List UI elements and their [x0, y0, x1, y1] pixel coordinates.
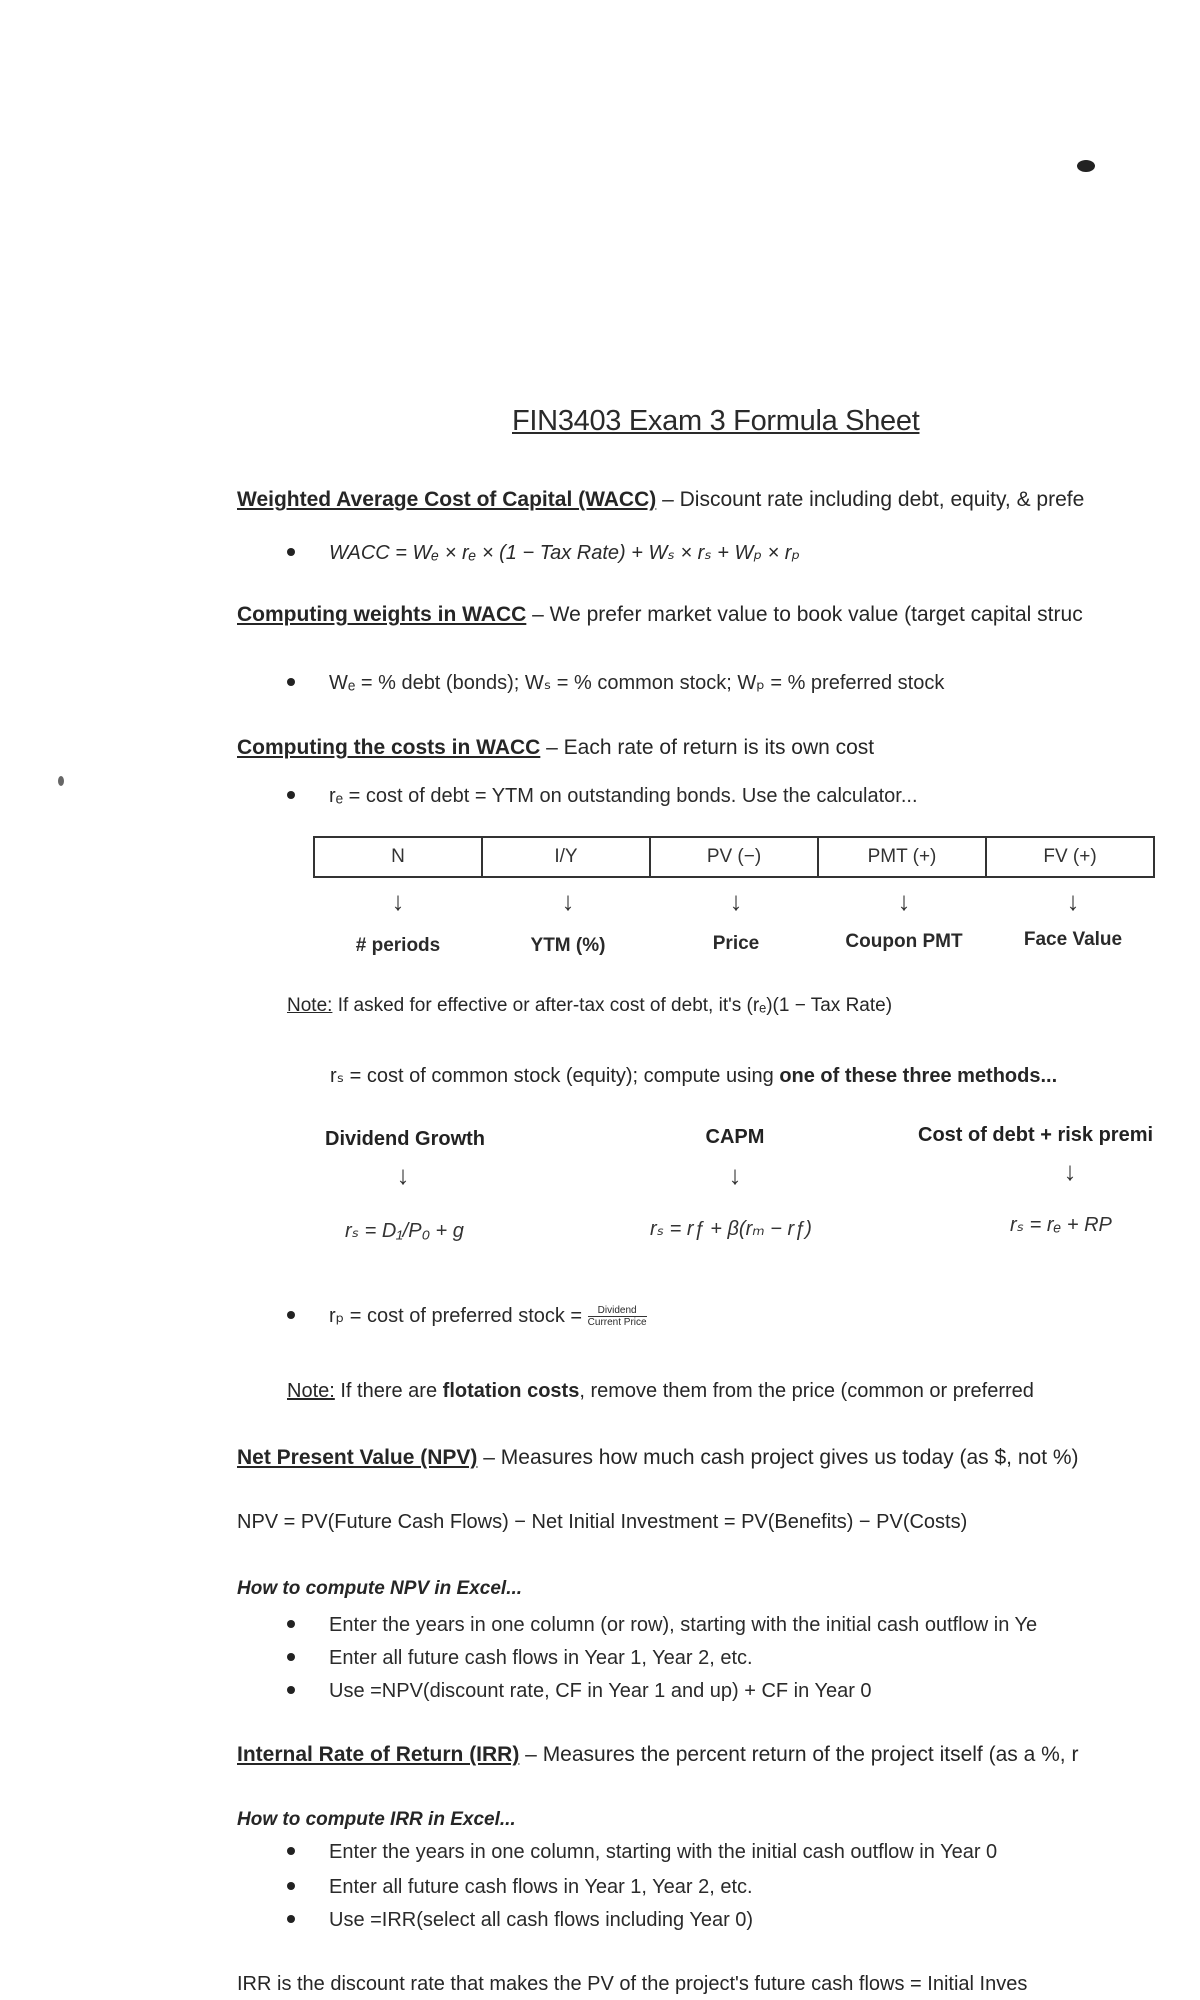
- preferred-fraction: [588, 1305, 647, 1328]
- note-label: Note:: [287, 1380, 335, 1402]
- note-flotation-post: , remove them from the price (common or preferred: [579, 1380, 1034, 1402]
- down-arrow-icon: ↓: [728, 1160, 742, 1190]
- bullet-icon: [287, 548, 295, 556]
- fraction-numerator: Dividend: [588, 1305, 647, 1317]
- key-pv: PV (−): [650, 837, 818, 877]
- bullet-icon: [287, 1686, 295, 1694]
- down-arrow-icon: ↓: [729, 886, 743, 916]
- bullet-icon: [287, 1620, 295, 1628]
- page-title: FIN3403 Exam 3 Formula Sheet: [512, 405, 920, 437]
- method-dividend-growth: Dividend Growth: [325, 1128, 485, 1150]
- ink-smudge: [1077, 160, 1095, 172]
- bullet-icon: [287, 1653, 295, 1661]
- note-flotation-pre: If there are: [334, 1380, 443, 1402]
- costs-heading: Computing the costs in WACC: [237, 736, 541, 759]
- npv-heading: Net Present Value (NPV): [237, 1446, 478, 1469]
- irr-step-text: Use =IRR(select all cash flows including Year 0): [329, 1909, 754, 1931]
- npv-step-text: Enter the years in one column (or row), starting with the initial cash outflow in Ye: [329, 1614, 1038, 1636]
- wacc-formula: WACC = Wₑ × rₑ × (1 − Tax Rate) + Wₛ × rₛ + Wₚ × rₚ: [329, 542, 800, 564]
- weights-heading: Computing weights in WACC: [237, 603, 527, 626]
- preferred-item: [287, 1303, 647, 1328]
- dividend-growth-formula: rₛ = D₁/P₀ + g: [345, 1220, 464, 1242]
- wacc-section: [237, 488, 1084, 512]
- npv-step-text: Use =NPV(discount rate, CF in Year 1 and up) + CF in Year 0: [329, 1680, 872, 1702]
- bullet-icon: [287, 1915, 295, 1923]
- label-periods: # periods: [355, 935, 441, 956]
- down-arrow-icon: ↓: [1063, 1156, 1077, 1186]
- bullet-icon: [287, 1311, 295, 1319]
- irr-step-1: [287, 1841, 997, 1864]
- note-debt-text: If asked for effective or after-tax cost of debt, it's (rₑ)(1 − Tax Rate): [332, 995, 893, 1016]
- npv-step-text: Enter all future cash flows in Year 1, Year 2, etc.: [329, 1647, 753, 1669]
- cost-of-debt-text: rₑ = cost of debt = YTM on outstanding bonds. Use the calculator...: [329, 785, 918, 807]
- irr-section: [237, 1743, 1078, 1767]
- irr-step-text: Enter all future cash flows in Year 1, Year 2, etc.: [329, 1876, 753, 1898]
- equity-text: rₛ = cost of common stock (equity); compute using: [330, 1065, 780, 1087]
- irr-description: – Measures the percent return of the project itself (as a %, r: [519, 1743, 1079, 1766]
- npv-howto-heading: How to compute NPV in Excel...: [237, 1578, 523, 1599]
- irr-step-text: Enter the years in one column, starting with the initial cash outflow in Year 0: [329, 1841, 998, 1863]
- equity-methods-bold: one of these three methods...: [779, 1065, 1058, 1087]
- label-ytm: YTM (%): [530, 935, 606, 956]
- npv-formula: NPV = PV(Future Cash Flows) − Net Initial Investment = PV(Benefits) − PV(Costs): [237, 1511, 968, 1533]
- down-arrow-icon: ↓: [1066, 886, 1080, 916]
- label-face-value: Face Value: [1023, 929, 1123, 950]
- key-n: N: [314, 837, 482, 877]
- bullet-icon: [287, 1882, 295, 1890]
- bullet-icon: [287, 1847, 295, 1855]
- label-coupon-pmt: Coupon PMT: [845, 931, 963, 952]
- fraction-denominator: Current Price: [587, 1317, 647, 1329]
- key-fv: FV (+): [986, 837, 1154, 877]
- npv-step-1: [287, 1614, 1037, 1637]
- down-arrow-icon: ↓: [561, 886, 575, 916]
- irr-step-2: [287, 1876, 753, 1899]
- npv-section: [237, 1446, 1079, 1470]
- equity-line: [330, 1063, 1057, 1088]
- bullet-icon: [287, 791, 295, 799]
- note-flotation: [287, 1380, 1034, 1403]
- note-debt: [287, 995, 892, 1017]
- capm-formula: rₛ = rƒ + β(rₘ − rƒ): [650, 1218, 812, 1240]
- note-label: Note:: [287, 995, 333, 1016]
- down-arrow-icon: ↓: [396, 1160, 410, 1190]
- cost-of-debt-item: [287, 785, 918, 808]
- wacc-heading: Weighted Average Cost of Capital (WACC): [237, 488, 657, 511]
- costs-description: – Each rate of return is its own cost: [540, 736, 875, 759]
- ink-mark: [58, 776, 64, 786]
- preferred-text: rₚ = cost of preferred stock =: [329, 1305, 588, 1327]
- note-flotation-bold: flotation costs: [442, 1380, 580, 1402]
- wacc-formula-item: [287, 540, 800, 565]
- down-arrow-icon: ↓: [391, 886, 405, 916]
- wacc-description: – Discount rate including debt, equity, & prefe: [656, 488, 1085, 511]
- method-capm: CAPM: [705, 1126, 765, 1148]
- weights-section: [237, 603, 1083, 627]
- weights-definition: Wₑ = % debt (bonds); Wₛ = % common stock; Wₚ = % preferred stock: [329, 672, 945, 694]
- risk-premium-formula: rₛ = rₑ + RP: [1010, 1214, 1112, 1236]
- irr-howto-heading: How to compute IRR in Excel...: [237, 1809, 516, 1830]
- down-arrow-icon: ↓: [897, 886, 911, 916]
- npv-step-3: [287, 1680, 872, 1703]
- weights-description: – We prefer market value to book value (target capital struc: [526, 603, 1083, 626]
- irr-heading: Internal Rate of Return (IRR): [237, 1743, 520, 1766]
- label-price: Price: [712, 933, 760, 954]
- bullet-icon: [287, 678, 295, 686]
- irr-definition: IRR is the discount rate that makes the PV of the project's future cash flows = Initial Inves: [237, 1973, 1028, 1995]
- method-cost-of-debt-plus-rp: Cost of debt + risk premi: [918, 1124, 1154, 1146]
- key-iy: I/Y: [482, 837, 650, 877]
- npv-step-2: [287, 1647, 753, 1670]
- calculator-keys-table: [313, 836, 1155, 878]
- weights-item: [287, 670, 944, 695]
- costs-section: [237, 736, 874, 760]
- irr-step-3: [287, 1909, 753, 1932]
- npv-description: – Measures how much cash project gives us today (as $, not %): [477, 1446, 1079, 1469]
- key-pmt: PMT (+): [818, 837, 986, 877]
